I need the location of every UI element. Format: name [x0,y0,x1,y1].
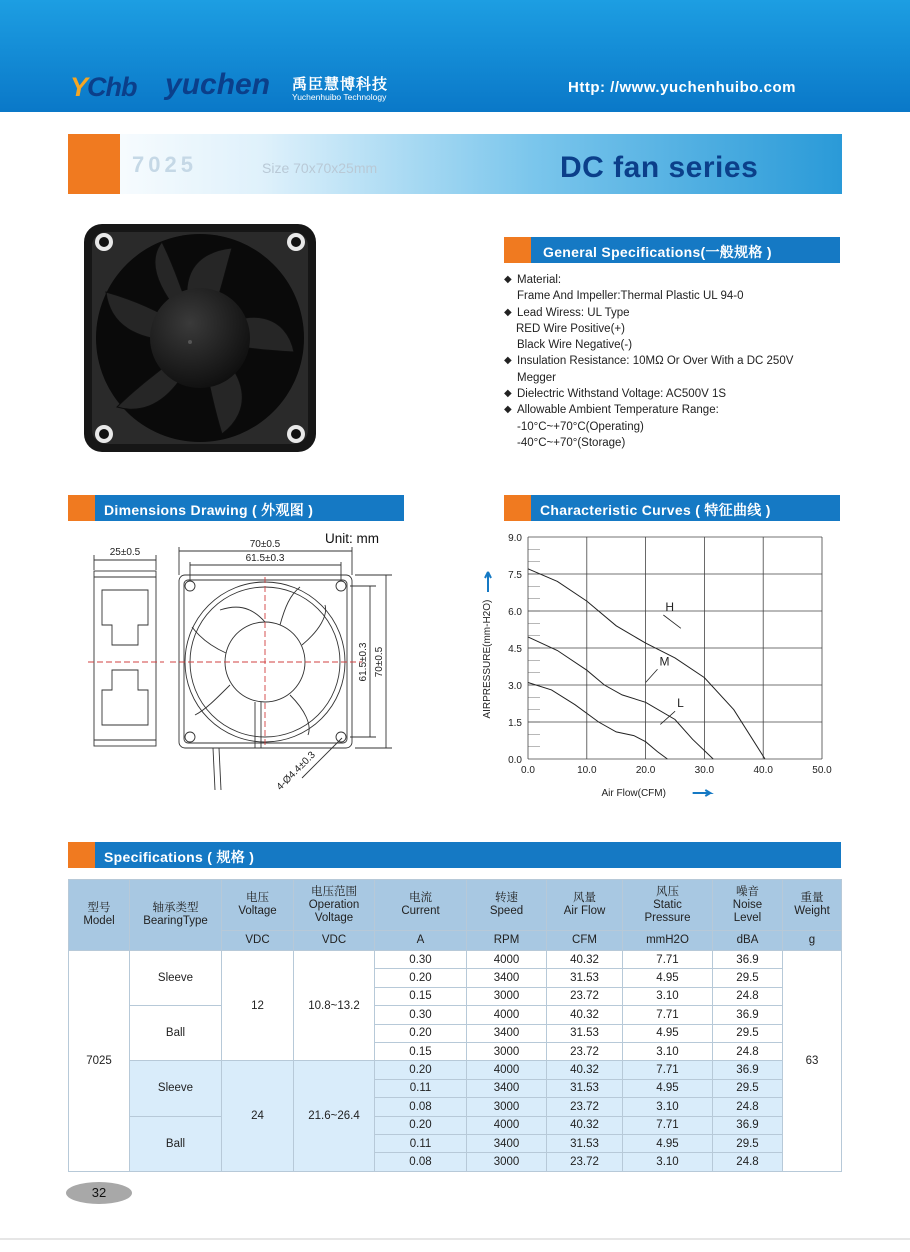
cell-pressure: 7.71 [623,1006,713,1024]
specs-accent [68,842,95,868]
curve-label-M: M [659,654,670,669]
cell-airflow: 23.72 [547,1153,623,1171]
unit-voltage: VDC [222,931,294,951]
cell-current: 0.20 [375,1061,467,1079]
cell-current: 0.30 [375,951,467,969]
yuchen-logo: yuchen [165,68,271,101]
cell-pressure: 3.10 [623,1098,713,1116]
general-title: General Specifications(一般规格 ) [543,244,772,260]
col-static-pressure: 风压 Static Pressure [623,880,713,931]
cell-airflow: 31.53 [547,969,623,987]
cell-airflow: 40.32 [547,951,623,969]
cell-bearing: Ball [130,1006,222,1061]
table-row [69,1116,842,1134]
cell-operation-voltage: 10.8~13.2 [294,951,375,1061]
spec-red-wire: RED Wire Positive(+) [516,322,625,335]
table-row [69,1061,842,1079]
cell-airflow: 40.32 [547,1116,623,1134]
y-tick-label: 4.5 [508,644,522,655]
col-bearing: 轴承类型 BearingType [130,880,222,951]
cell-speed: 3400 [467,1079,547,1097]
y-tick-label: 1.5 [508,718,522,729]
spec-black-wire: Black Wire Negative(-) [517,339,633,352]
cell-airflow: 23.72 [547,987,623,1005]
dimensions-title: Dimensions Drawing ( 外观图 ) [104,502,314,518]
cell-current: 0.15 [375,987,467,1005]
cell-noise: 24.8 [713,1153,783,1171]
cell-airflow: 31.53 [547,1079,623,1097]
col-operation-voltage: 电压范围 Operation Voltage [294,880,375,931]
y-tick-label: 7.5 [508,570,522,581]
curves-accent [504,495,531,521]
cell-noise: 29.5 [713,1079,783,1097]
cell-speed: 4000 [467,1006,547,1024]
x-axis-arrow [693,790,711,796]
cell-current: 0.08 [375,1153,467,1171]
dim-hole-width: 61.5±0.3 [245,553,285,564]
cell-pressure: 3.10 [623,987,713,1005]
cell-airflow: 31.53 [547,1134,623,1152]
spec-material: ◆ Material: [504,272,854,288]
cell-pressure: 4.95 [623,1134,713,1152]
col-airflow: 风量 Air Flow [547,880,623,931]
cell-bearing: Ball [130,1116,222,1171]
cell-airflow: 40.32 [547,1061,623,1079]
cell-pressure: 7.71 [623,1061,713,1079]
cell-noise: 36.9 [713,1116,783,1134]
curve-label-leader [663,615,681,628]
cell-noise: 24.8 [713,987,783,1005]
y-axis-arrow [485,572,491,592]
fan-photo [82,222,318,454]
dim-outer-width: 70±0.5 [249,539,281,550]
banner-accent [68,134,120,194]
table-row [69,951,842,969]
x-tick-label: 40.0 [753,765,773,776]
cell-pressure: 3.10 [623,1153,713,1171]
col-speed: 转速 Speed [467,880,547,931]
banner-model: 7025 [132,152,197,177]
spec-dielectric: ◆ Dielectric Withstand Voltage: AC500V 1S [504,386,854,402]
y-axis-label: AIRPRESSURE(mm-H2O) [482,599,493,719]
cell-speed: 3000 [467,1153,547,1171]
x-axis-label: Air Flow(CFM) [601,788,666,799]
cell-weight: 63 [783,951,842,1172]
spec-temperature: ◆ Allowable Ambient Temperature Range: [504,402,854,418]
curve-M [528,637,713,759]
cell-noise: 36.9 [713,1061,783,1079]
curves-title: Characteristic Curves ( 特征曲线 ) [540,502,771,518]
x-tick-label: 10.0 [577,765,597,776]
unit-operation-voltage: VDC [294,931,375,951]
cell-speed: 4000 [467,1116,547,1134]
x-tick-label: 30.0 [694,765,715,776]
cell-current: 0.20 [375,1116,467,1134]
cell-noise: 36.9 [713,951,783,969]
cell-current: 0.11 [375,1079,467,1097]
website-url[interactable]: Http: //www.yuchenhuibo.com [568,79,796,96]
general-spec-list [504,272,854,451]
y-tick-label: 3.0 [508,681,522,692]
col-current: 电流 Current [375,880,467,931]
dim-outer-height: 70±0.5 [374,646,385,678]
spec-temp-storage: -40°C~+70°(Storage) [517,436,626,449]
cell-current: 0.20 [375,1024,467,1042]
y-tick-label: 9.0 [508,533,522,544]
unit-airflow: CFM [547,931,623,951]
spec-insulation: ◆ Insulation Resistance: 10MΩ Or Over With a DC 250V [504,353,854,369]
cell-speed: 3400 [467,969,547,987]
x-tick-label: 50.0 [812,765,832,776]
page-number: 32 [66,1182,132,1204]
col-noise: 噪音 Noise Level [713,880,783,931]
unit-weight: g [783,931,842,951]
cell-voltage: 24 [222,1061,294,1171]
curve-label-L: L [677,696,684,711]
curve-label-leader [646,669,658,682]
ychb-logo-y: Y [70,72,88,102]
cell-bearing: Sleeve [130,1061,222,1116]
cell-speed: 3000 [467,987,547,1005]
dimensions-drawing [80,535,410,795]
cell-speed: 4000 [467,1061,547,1079]
company-name-en: Yuchenhuibo Technology [292,92,387,102]
cell-noise: 29.5 [713,1024,783,1042]
cell-current: 0.11 [375,1134,467,1152]
cell-bearing: Sleeve [130,951,222,1006]
ychb-logo-rest: Chb [87,72,137,102]
cell-airflow: 40.32 [547,1006,623,1024]
cell-noise: 24.8 [713,1098,783,1116]
cell-airflow: 23.72 [547,1098,623,1116]
curve-label-H: H [665,600,675,614]
dim-mount-holes: 4-Ø4.4±0.3 [274,749,318,793]
unit-speed: RPM [467,931,547,951]
unit-pressure: mmH2O [623,931,713,951]
cell-noise: 36.9 [713,1006,783,1024]
spec-temp-operating: -10°C~+70°C(Operating) [517,420,644,433]
spec-material-line: Frame And Impeller:Thermal Plastic UL 94-0 [517,290,744,303]
unit-label: Unit: mm [325,531,379,546]
cell-speed: 3400 [467,1024,547,1042]
cell-voltage: 12 [222,951,294,1061]
dim-hole-height: 61.5±0.3 [358,642,369,682]
cell-noise: 24.8 [713,1042,783,1060]
cell-current: 0.20 [375,969,467,987]
page-header [0,0,910,112]
banner-title: DC fan series [560,151,759,184]
cell-noise: 29.5 [713,1134,783,1152]
x-tick-label: 20.0 [635,765,656,776]
cell-airflow: 23.72 [547,1042,623,1060]
spec-insulation-line: Megger [517,371,556,384]
cell-model: 7025 [69,951,130,1172]
cell-speed: 4000 [467,951,547,969]
cell-current: 0.30 [375,1006,467,1024]
table-row [69,1006,842,1024]
curve-L [528,683,667,760]
cell-speed: 3000 [467,1098,547,1116]
y-tick-label: 0.0 [508,755,522,766]
characteristic-curve-chart [470,525,840,805]
spec-lead-wires: ◆ Lead Wiress: UL Type [504,305,854,321]
cell-operation-voltage: 21.6~26.4 [294,1061,375,1171]
bottom-divider [0,1238,910,1240]
curve-H [528,569,765,759]
cell-current: 0.15 [375,1042,467,1060]
cell-pressure: 4.95 [623,1024,713,1042]
dimensions-accent [68,495,95,521]
banner-size: Size 70x70x25mm [262,160,378,176]
x-tick-label: 0.0 [521,765,535,776]
cell-pressure: 7.71 [623,1116,713,1134]
general-accent [504,237,531,263]
cell-speed: 3400 [467,1134,547,1152]
ychb-logo [70,72,137,103]
cell-pressure: 3.10 [623,1042,713,1060]
cell-pressure: 4.95 [623,969,713,987]
cell-pressure: 4.95 [623,1079,713,1097]
col-weight: 重量 Weight [783,880,842,931]
cell-pressure: 7.71 [623,951,713,969]
cell-airflow: 31.53 [547,1024,623,1042]
specs-title: Specifications ( 规格 ) [104,849,255,865]
cell-noise: 29.5 [713,969,783,987]
unit-noise: dBA [713,931,783,951]
col-voltage: 电压 Voltage [222,880,294,931]
cell-current: 0.08 [375,1098,467,1116]
unit-current: A [375,931,467,951]
cell-speed: 3000 [467,1042,547,1060]
y-tick-label: 6.0 [508,607,522,618]
col-model: 型号 Model [69,880,130,951]
company-name-cn: 禹臣慧博科技 [292,76,389,93]
dim-side-width: 25±0.5 [109,547,141,558]
specifications-table [68,879,842,1172]
